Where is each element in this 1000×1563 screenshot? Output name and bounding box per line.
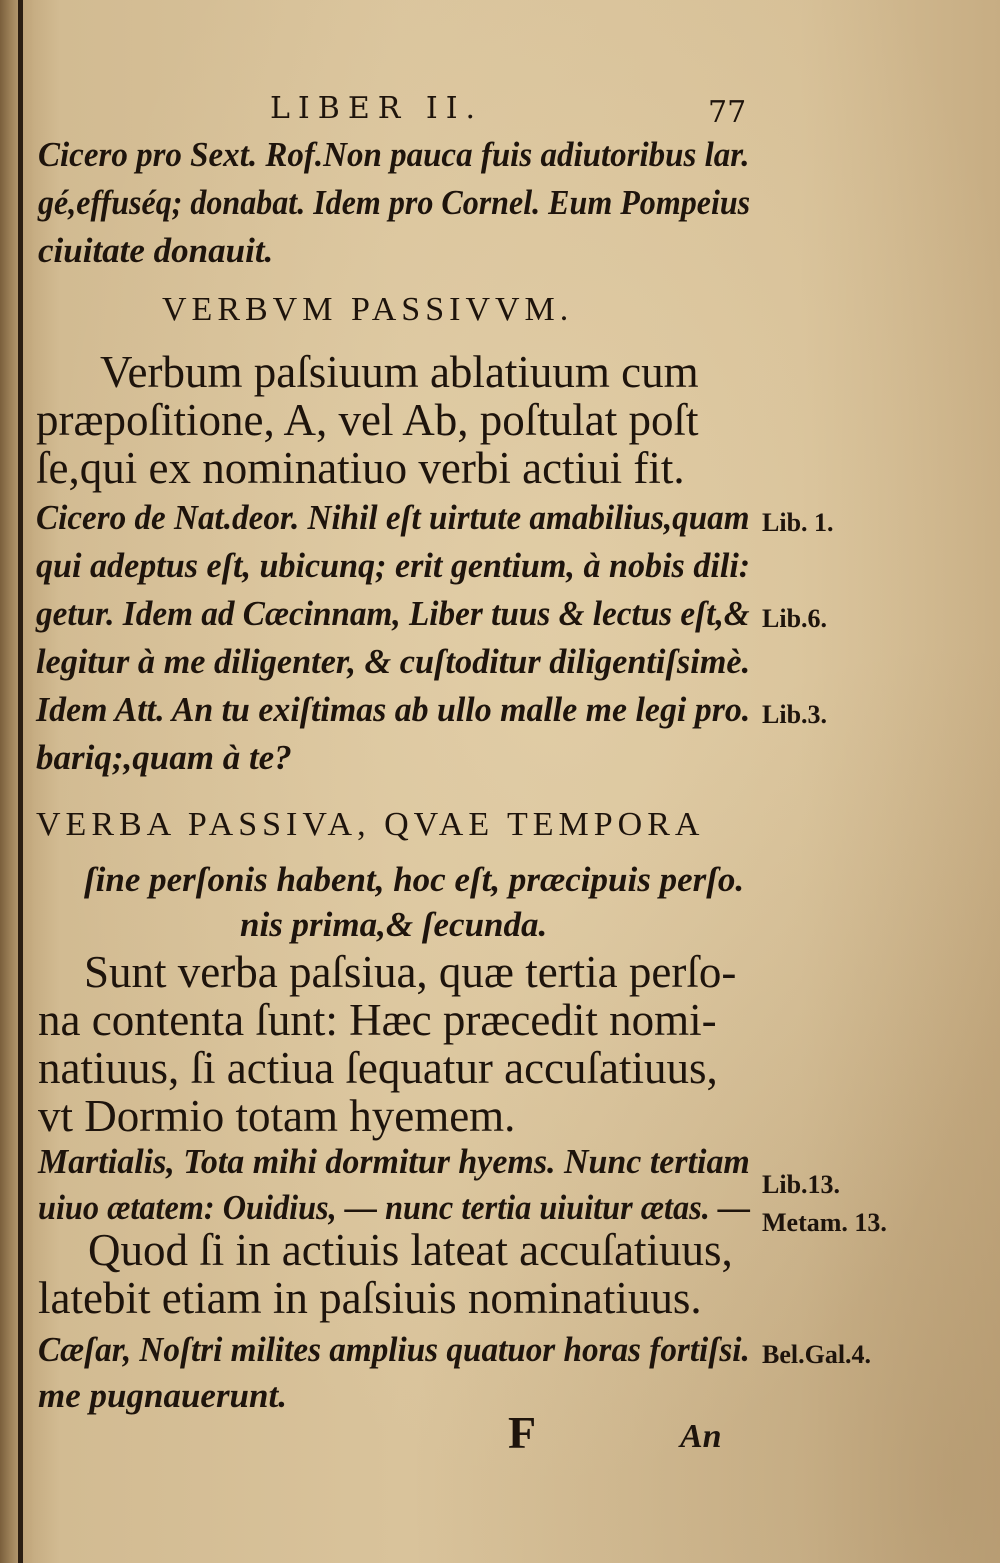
text-line: me pugnauerunt. [38,1376,287,1415]
text-line: legitur à me diligenter, & cuſtoditur diligentiſsimè. [36,642,751,681]
text-line: Martialis, Tota mihi dormitur hyems. Nunc tertiam [38,1142,750,1181]
margin-note: Metam. 13. [762,1208,887,1237]
catchword: An [680,1418,722,1455]
section-heading: VERBA PASSIVA, QVAE TEMPORA [36,806,705,843]
text-line: Idem Att. An tu exiſtimas ab ullo malle me legi pro. [36,690,751,729]
margin-note: Lib.3. [762,700,828,729]
rule-line: præpoſitione, A, vel Ab, poſtulat poſt [36,395,699,445]
rule-line: ſe,qui ex nominatiuo verbi actiui fit. [36,443,685,493]
rule-line: Quod ſi in actiuis lateat accuſatiuus, [88,1225,733,1275]
rule-line: na contenta ſunt: Hæc præcedit nomi- [38,995,717,1045]
page-number: 77 [708,95,747,130]
rule-line: Sunt verba paſsiua, quæ tertia perſo- [84,947,737,997]
section-heading: VERBVM PASSIVVM. [162,291,574,328]
gutter-rule [18,0,23,1563]
heading-subline: ſine perſonis habent, hoc eſt, præcipuis perſo. [84,860,745,899]
margin-note: Lib. 1. [762,508,834,537]
text-line: bariq;,quam à te? [36,738,292,777]
running-title: LIBER II. [270,91,484,126]
margin-note: Lib.13. [762,1170,841,1199]
text-line: gé,effuséq; donabat. Idem pro Cornel. Eum Pompeius [38,183,751,222]
rule-line: vt Dormio totam hyemem. [38,1091,516,1141]
heading-subline: nis prima,& ſecunda. [240,905,548,944]
page-gutter [0,0,34,1563]
margin-note: Bel.Gal.4. [762,1340,872,1369]
text-line: Cicero pro Sext. Rof.Non pauca fuis adiutoribus lar. [38,135,750,174]
text-line: Cæſar, Noſtri milites amplius quatuor horas fortiſsi. [38,1330,750,1369]
rule-line: latebit etiam in paſsiuis nominatiuus. [38,1273,702,1323]
rule-line: Verbum paſsiuum ablatiuum cum [100,347,699,397]
rule-line: natiuus, ſi actiua ſequatur accuſatiuus, [38,1043,718,1093]
text-line: uiuo ætatem: Ouidius, — nunc tertia uiuitur ætas. — [38,1188,751,1227]
signature-mark: F [508,1407,537,1458]
margin-note: Lib.6. [762,604,828,633]
text-line: ciuitate donauit. [38,231,274,270]
text-line: Cicero de Nat.deor. Nihil eſt uirtute amabilius,quam [36,498,750,537]
text-line: qui adeptus eſt, ubicunq; erit gentium, à nobis dili: [36,546,751,585]
text-line: getur. Idem ad Cæcinnam, Liber tuus & lectus eſt,& [36,594,750,633]
